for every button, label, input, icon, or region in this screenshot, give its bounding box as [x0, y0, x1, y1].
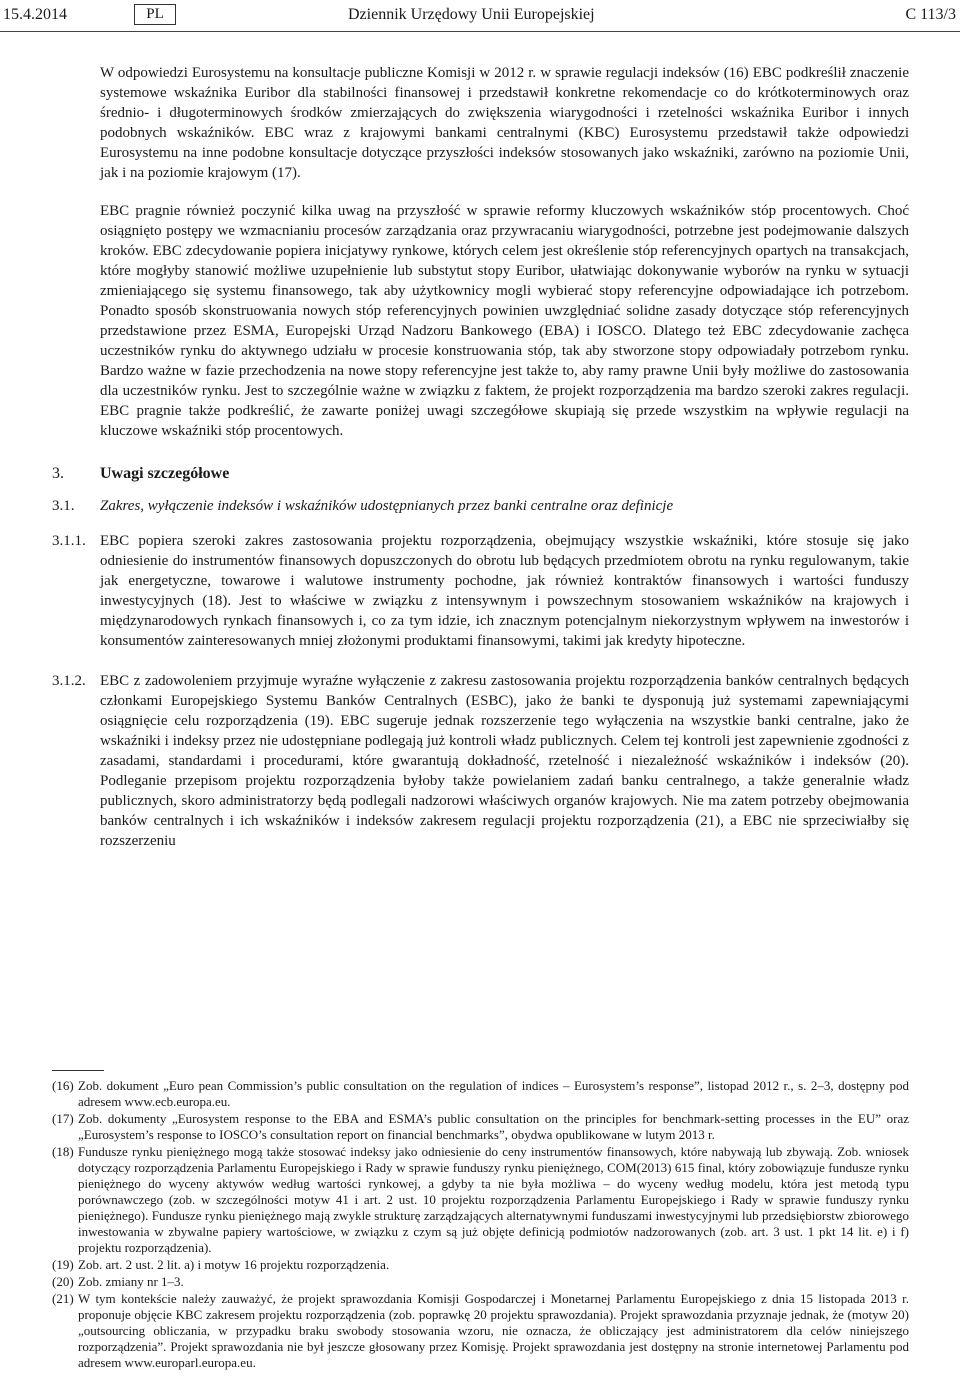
journal-reference: C 113/3 [905, 6, 956, 23]
footnote-mark: (17) [52, 1111, 74, 1126]
footnote-text: Zob. dokumenty „Eurosystem response to the EBA and ESMA’s public consultation on the principles for benchmark-setting processes in the EU” oraz „Eurosystem’s response to IOSCO’s consultation report on financial benchmarks”, obydwa opublikowane w lutym 2013 r. [78, 1111, 909, 1142]
point-text: EBC popiera szeroki zakres zastosowania projektu rozporządzenia, obejmujący wszystkie wskaźniki, które stosuje się jako odniesienie do instrumentów finansowych dopuszczonych do obrotu lub będących przedmiotem obrotu na rynku regulowanym, takie jak energetyczne, towarowe i walutowe instrumenty pochodne, jak również kontraktów finansowych i wartości funduszy inwestycyjnych (18). Jest to właściwe w związku z intensywnym i powszechnym stosowaniem wskaźników na krajowych i międzynarodowych rynkach finansowych i, co za tym idzie, ich znacznym potencjalnym niekorzystnym wpływem na inwestorów i konsumentów zainteresowanych mniej złożonymi produktami finansowymi, takimi jak kredyty hipoteczne. [100, 533, 909, 649]
subsection-heading [0, 495, 960, 517]
footnote-text: Zob. art. 2 ust. 2 lit. a) i motyw 16 projektu rozporządzenia. [78, 1257, 390, 1272]
footnote [52, 1078, 909, 1110]
page-header [0, 5, 960, 29]
point-number: 3.1.1. [52, 533, 86, 549]
paragraph-reform: EBC pragnie również poczynić kilka uwag na przyszłość w sprawie reformy kluczowych wskaźników stóp procentowych. Choć osiągnięto postępy we wzmacnianiu procesów zarządzania oraz przywracaniu wiarygodności, potrzebne jest podejmowanie dalszych kroków. EBC zdecydowanie popiera inicjatywy rynkowe, których celem jest określenie stóp referencyjnych opartych na transakcjach, które mogłyby stanowić możliwe uzupełnienie lub substytut stopy Euribor, ułatwiając dokonywanie wyborów na rynku w sytuacji zmieniającego się systemu finansowego, tak aby użytkownicy mogli wybierać stopy referencyjne odpowiadające ich potrzebom. Ponadto sposób skonstruowania nowych stóp referencyjnych powinien uwzględniać solidne zasady dotyczące stóp referencyjnych przedstawione przez ESMA, Europejski Urząd Nadzoru Bankowego (EBA) i IOSCO. Dlatego też EBC zdecydowanie zachęca uczestników rynku do aktywnego udziału w procesie konstruowania stóp, tak aby stworzone stopy odpowiadały potrzebom rynku. Bardzo ważne w fazie przechodzenia na nowe stopy referencyjne jest także to, aby ramy prawne Unii były możliwe do zastosowania dla uczestników rynku. Jest to szczególnie ważne w związku z faktem, że projekt rozporządzenia ma bardzo szeroki zakres regulacji. EBC pragnie także podkreślić, że zawarte poniżej uwagi szczegółowe skupiają się przede wszystkim na wpływie regulacji na kluczowe wskaźniki stóp procentowych. [100, 203, 909, 439]
point-text: EBC z zadowoleniem przyjmuje wyraźne wyłączenie z zakresu zastosowania projektu rozporządzenia banków centralnych będących członkami Europejskiego Systemu Banków Centralnych (ESBC), jako że banki te dysponują już systemami zapewniającymi osiągnięcie celu rozporządzenia (19). EBC sugeruje jednak rozszerzenie tego wyłączenia na wszystkie banki centralne, jako że wskaźniki i indeksy przez nie udostępniane podlegają już kontroli władz publicznych. Celem tej kontroli jest zapewnienie zgodności z zasadami, standardami i procedurami, które gwarantują dokładność, rzetelność i niezależność wskaźników i indeksów (20). Podleganie przepisom projektu rozporządzenia byłoby także powielaniem zadań banku centralnego, a także generalnie władz publicznych, skoro administratorzy będą podlegali nadzorowi właściwych organów krajowych. Nie ma zatem potrzeby obejmowania banków centralnych i ich wskaźników i indeksów zakresem regulacji projektu rozporządzenia (21), a EBC nie sprzeciwiałby się rozszerzeniu [100, 673, 909, 849]
publication-date: 15.4.2014 [3, 6, 67, 23]
section-number: 3. [52, 465, 64, 482]
footnote [52, 1257, 909, 1273]
point-number: 3.1.2. [52, 673, 86, 689]
footnotes [52, 1078, 909, 1372]
point-3-1-2 [0, 671, 960, 851]
footnote-text: W tym kontekście należy zauważyć, że projekt sprawozdania Komisji Gospodarczej i Monetarnej Parlamentu Europejskiego z dnia 15 listopada 2013 r. proponuje objęcie KBC zakresem projektu rozporządzenia (zob. poprawkę 20 projektu sprawozdania). Projekt sprawozdania przyznaje jednak, że (motyw 20) „outsourcing obliczania, w przypadku braku swobody stosowania wzoru, nie oznacza, że obliczający jest administratorem dla celów niniejszego rozporządzenia”. Projekt sprawozdania nie był jeszcze głosowany przez Komisję. Projekt sprawozdania jest dostępny na stronie internetowej Parlamentu pod adresem www.europarl.europa.eu. [78, 1291, 909, 1370]
footnote-mark: (18) [52, 1144, 74, 1159]
point-3-1-1 [0, 531, 960, 651]
footnote-mark: (16) [52, 1078, 74, 1093]
section-title: Uwagi szczegółowe [100, 465, 230, 482]
footnote [52, 1111, 909, 1143]
footnote [52, 1274, 909, 1290]
footnote [52, 1144, 909, 1256]
subsection-title: Zakres, wyłączenie indeksów i wskaźników udostępnianych przez banki centralne oraz definicje [100, 498, 674, 514]
journal-title: Dziennik Urzędowy Unii Europejskiej [348, 6, 595, 23]
footnote-text: Zob. zmiany nr 1–3. [78, 1274, 184, 1289]
footnote-mark: (20) [52, 1274, 74, 1289]
document-body [0, 63, 960, 851]
footnote-divider [52, 1070, 104, 1071]
footnote-text: Fundusze rynku pieniężnego mogą także stosować indeksy jako odniesienie do ceny instrumentów finansowych, które nabywają lub zbywają. Zob. wniosek dotyczący rozporządzenia Parlamentu Europejskiego i Rady w sprawie funduszy rynku pieniężnego, COM(2013) 615 final, który zobowiązuje fundusze rynku pieniężnego do wyceny aktywów według wartości rynkowej, a gdyby ta nie była możliwa – do wyceny według modelu, która jest metodą typu porównawczego (zob. w szczególności motyw 41 i art. 2 ust. 10 projektu rozporządzenia Parlamentu Europejskiego i Rady w sprawie funduszy rynku pieniężnego). Fundusze rynku pieniężnego mają zwykle strukturę zarządzających alternatywnymi funduszami inwestycyjnymi lub przedsiębiorstw zbiorowego inwestowania w zbywalne papiery wartościowe, w związku z czym są już objęte definicją podmiotów nadzorowanych (zob. art. 3 ust. 1 pkt 14 lit. e) i f) projektu rozporządzenia). [78, 1144, 909, 1255]
footnote-mark: (19) [52, 1257, 74, 1272]
footnote [52, 1291, 909, 1371]
paragraph-intro: W odpowiedzi Eurosystemu na konsultacje publiczne Komisji w 2012 r. w sprawie regulacji indeksów (16) EBC podkreślił znaczenie systemowe wskaźnika Euribor dla stabilności finansowej i przedstawił konkretne rekomendacje co do krótkoterminowych oraz średnio- i długoterminowych środków zmierzających do zwiększenia wiarygodności i rzetelności wskaźnika Euribor i innych podobnych wskaźników. EBC wraz z krajowymi bankami centralnymi (KBC) Eurosystemu przedstawił także odpowiedzi Eurosystemu na inne podobne konsultacje dotyczące przyszłości indeksów stosowanych jako wskaźniki, zarówno na poziomie Unii, jak i na poziomie krajowym (17). [100, 65, 909, 181]
header-divider [0, 31, 960, 32]
language-box: PL [134, 4, 176, 25]
footnote-mark: (21) [52, 1291, 74, 1306]
footnote-text: Zob. dokument „Euro pean Commission’s public consultation on the regulation of indices – Eurosystem’s response”, listopad 2012 r., s. 2–3, dostępny pod adresem www.ecb.europa.eu. [78, 1078, 909, 1109]
subsection-number: 3.1. [52, 498, 75, 514]
section-heading [0, 463, 960, 485]
